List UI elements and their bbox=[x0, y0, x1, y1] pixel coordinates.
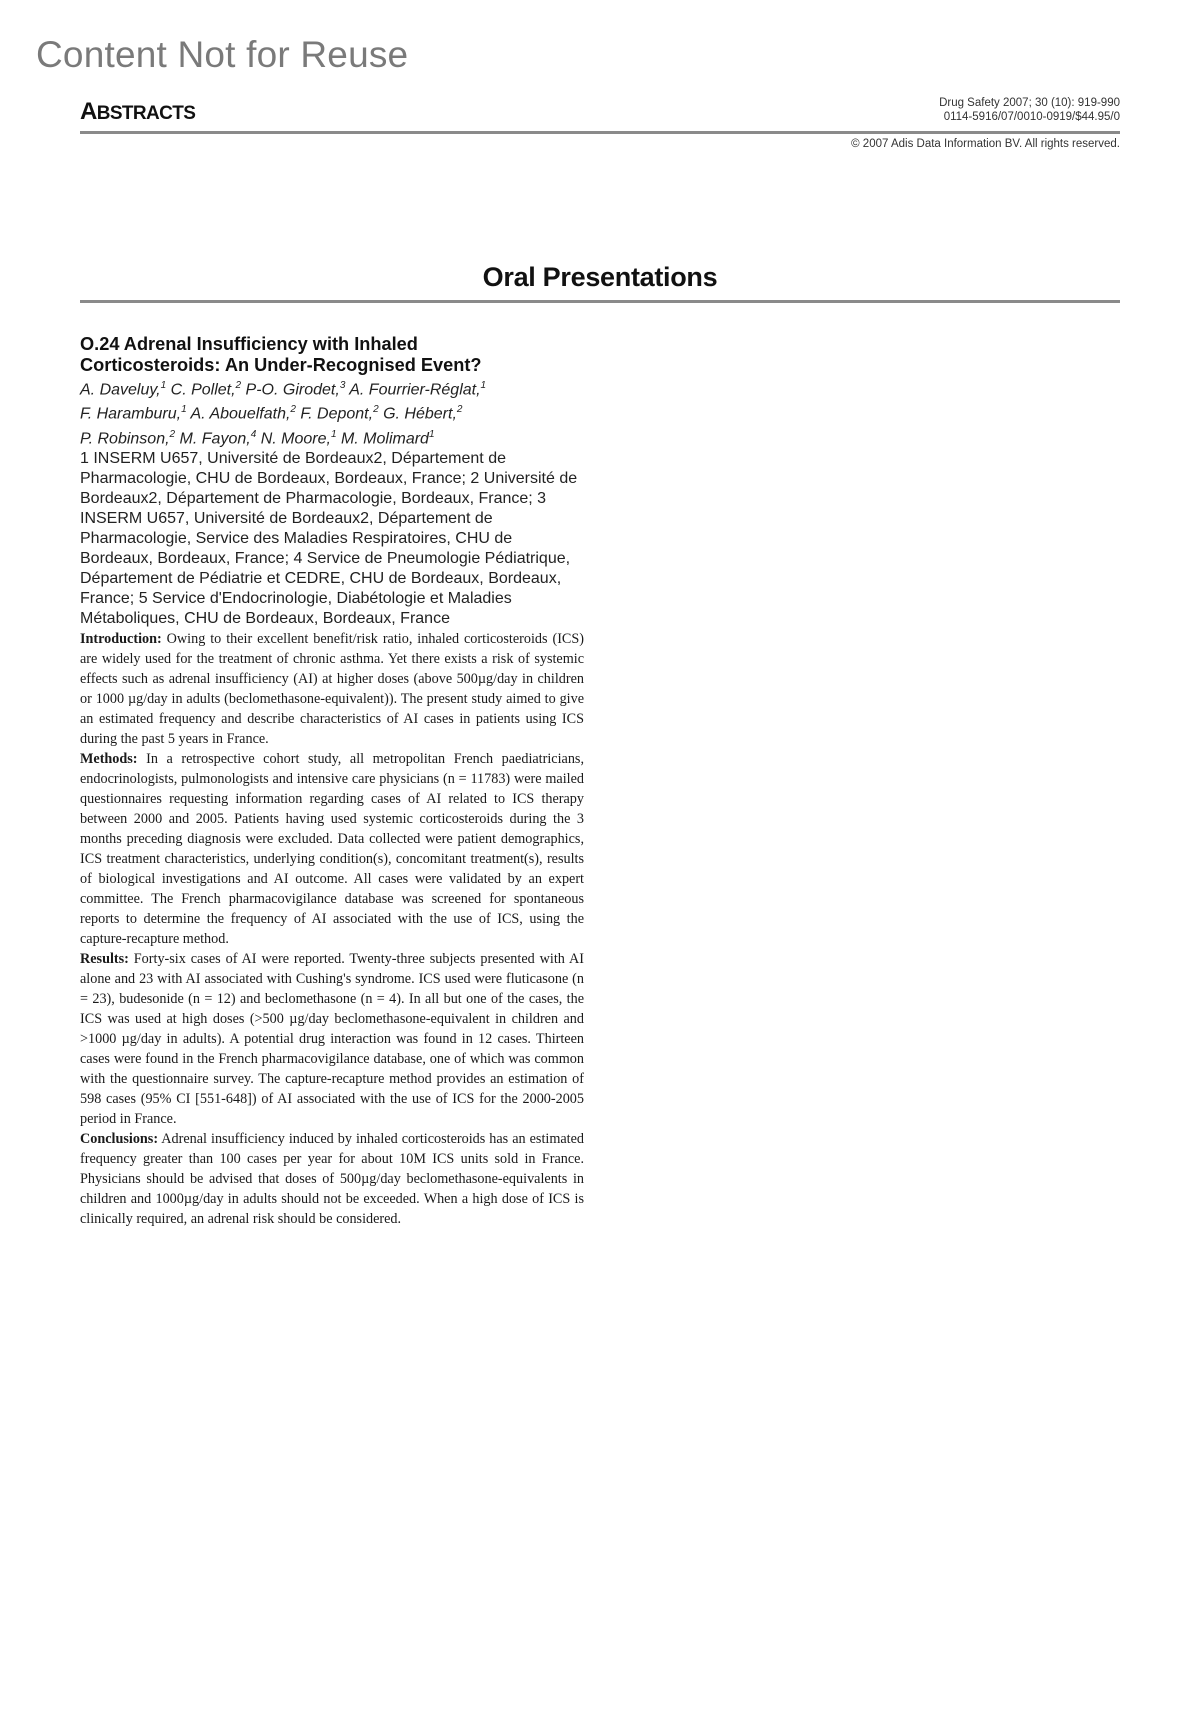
running-header bbox=[80, 92, 1120, 134]
journal-citation-line2: 0114-5916/07/0010-0919/$44.95/0 bbox=[943, 111, 1120, 123]
abstract-column bbox=[80, 334, 584, 1229]
abstract-title-line1: O.24 Adrenal Insufficiency with Inhaled bbox=[80, 334, 418, 354]
author: G. Hébert, bbox=[378, 405, 457, 423]
affiliation-mark: 2 bbox=[373, 404, 379, 416]
section-label-introduction: Introduction: bbox=[80, 630, 162, 647]
author: N. Moore, bbox=[256, 429, 331, 447]
author: M. Fayon, bbox=[175, 429, 251, 447]
heading-rule bbox=[80, 300, 1120, 303]
affiliation-mark: 2 bbox=[456, 404, 463, 416]
affiliation-mark: 2 bbox=[290, 404, 296, 416]
affiliations: 1 INSERM U657, Université de Bordeaux2, Département de Pharmacologie, CHU de Bordeaux, Bordeaux, France; 2 Université de Bordeaux2, Département de Pharmacologie, Bordeaux, France; 3 INSERM U657, Université de Bordeaux2, Département de Pharmacologie, Service des Maladies Respiratoires, CHU de Bordeaux, Bordeaux, France; 4 Service de Pneumologie Pédiatrique, Département de Pédiatrie et CEDRE, CHU de Bordeaux, Bordeaux, France; 5 Service d'Endocrinologie, Diabétologie et Maladies Métaboliques, CHU de Bordeaux, Bordeaux, France bbox=[80, 449, 578, 627]
author-list bbox=[80, 376, 584, 449]
author: F. Depont, bbox=[295, 405, 374, 423]
author: A. Abouelfath, bbox=[186, 405, 291, 423]
methods-text: In a retrospective cohort study, all metropolitan French paediatricians, endocrinologists, pulmonologists and intensive care physicians (n = 11783) were mailed questionnaires requesting information regarding cases of AI related to ICS therapy between 2000 and 2005. Patients having used systemic corticosteroids during the 3 months preceding diagnosis were excluded. Data collected were patient demographics, ICS treatment characteristics, underlying condition(s), concomitant treatment(s), results of biological investigations and AI outcome. All cases were validated by an expert committee. The French pharmacovigilance database was screened for spontaneous reports to determine the frequency of AI associated with the use of ICS, using the capture-recapture method. bbox=[80, 750, 584, 947]
affiliation-mark: 4 bbox=[250, 428, 257, 440]
abstract-title-line2: Corticosteroids: An Under-Recognised Event? bbox=[80, 355, 482, 375]
affiliation-mark: 1 bbox=[428, 428, 435, 440]
section-label-methods: Methods: bbox=[80, 750, 138, 767]
header-rule bbox=[80, 131, 1120, 134]
conclusions-paragraph bbox=[80, 1129, 584, 1229]
affiliation-mark: 1 bbox=[330, 428, 337, 440]
author: A. Daveluy, bbox=[80, 381, 161, 399]
affiliation-mark: 1 bbox=[160, 380, 167, 391]
introduction-paragraph bbox=[80, 629, 584, 749]
author: F. Haramburu, bbox=[80, 405, 182, 423]
affiliation-mark: 2 bbox=[169, 428, 176, 440]
author: C. Pollet, bbox=[166, 381, 236, 399]
affiliation-mark: 1 bbox=[181, 404, 187, 416]
affiliation-mark: 2 bbox=[235, 380, 242, 391]
conclusions-text: Adrenal insufficiency induced by inhaled corticosteroids has an estimated frequency greater than 100 cases per year for about 10M ICS units sold in France. Physicians should be advised that doses of 500µg/day beclomethasone-equivalents in children and 1000µg/day in adults should not be exceeded. When a high dose of ICS is clinically required, an adrenal risk should be considered. bbox=[80, 1130, 584, 1227]
section-label-smallcaps: BSTRACTS bbox=[96, 103, 196, 124]
results-paragraph bbox=[80, 949, 584, 1129]
copyright-notice: © 2007 Adis Data Information BV. All rights reserved. bbox=[851, 138, 1120, 150]
section-label-results: Results: bbox=[80, 950, 129, 967]
section-label-initial: A bbox=[80, 98, 97, 125]
results-text: Forty-six cases of AI were reported. Twenty-three subjects presented with AI alone and 23 with AI associated with Cushing's syndrome. ICS used were fluticasone (n = 23), budesonide (n = 12) and beclomethasone (n = 4). In all but one of the cases, the ICS was used at high doses (>500 µg/day beclomethasone-equivalent in children and >1000 µg/day in adults). A potential drug interaction was found in 12 cases. Thirteen cases were found in the French pharmacovigilance database, one of which was common with the questionnaire survey. The capture-recapture method provides an estimation of 598 cases (95% CI [551-648]) of AI associated with the use of ICS for the 2000-2005 period in France. bbox=[80, 950, 584, 1127]
journal-citation-line1: Drug Safety 2007; 30 (10): 919-990 bbox=[939, 97, 1120, 109]
watermark: Content Not for Reuse bbox=[36, 34, 409, 75]
author: P-O. Girodet, bbox=[241, 381, 340, 399]
affiliation-mark: 3 bbox=[339, 380, 346, 391]
author: M. Molimard bbox=[336, 429, 429, 447]
author: P. Robinson, bbox=[80, 429, 170, 447]
author: A. Fourrier-Réglat, bbox=[345, 381, 481, 399]
methods-paragraph bbox=[80, 749, 584, 949]
journal-citation bbox=[939, 96, 1120, 124]
page-heading: Oral Presentations bbox=[482, 262, 718, 292]
section-label bbox=[80, 98, 195, 126]
affiliation-mark: 1 bbox=[480, 380, 487, 391]
section-label-conclusions: Conclusions: bbox=[80, 1130, 159, 1147]
abstract-title bbox=[80, 334, 584, 376]
introduction-text: Owing to their excellent benefit/risk ratio, inhaled corticosteroids (ICS) are widely used for the treatment of chronic asthma. Yet there exists a risk of systemic effects such as adrenal insufficiency (AI) at higher doses (above 500µg/day in children or 1000 µg/day in adults (beclomethasone-equivalent)). The present study aimed to give an estimated frequency and describe characteristics of AI cases in patients using ICS during the past 5 years in France. bbox=[80, 630, 584, 747]
